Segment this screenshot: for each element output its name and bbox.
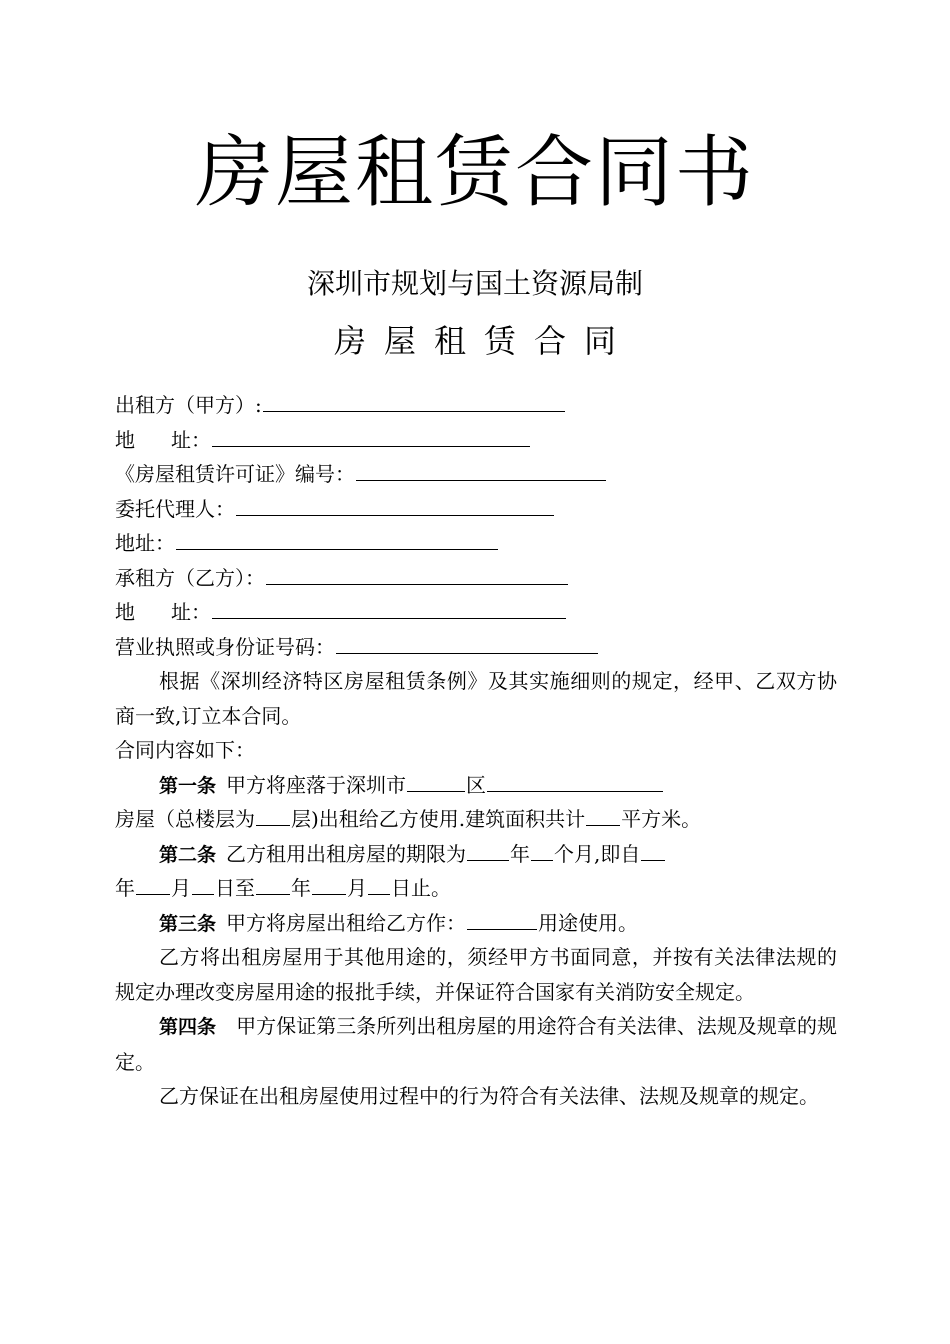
id-number-line xyxy=(115,630,837,665)
agent-line xyxy=(115,492,837,527)
contract-heading: 房屋租赁合同 xyxy=(333,322,634,360)
article-3-line-1 xyxy=(115,906,837,941)
article-1-line-1 xyxy=(115,768,837,803)
end-month-label: 月 xyxy=(347,876,367,900)
lessee-address-line xyxy=(115,595,837,630)
article-2-label: 第二条 xyxy=(159,843,217,866)
term-months-blank[interactable] xyxy=(531,838,553,861)
end-month-blank[interactable] xyxy=(312,872,346,895)
end-day-blank[interactable] xyxy=(368,872,390,895)
term-years-blank[interactable] xyxy=(467,838,509,861)
start-day-blank[interactable] xyxy=(192,872,214,895)
article-4-text: 甲方保证第三条所列出租房屋的用途符合有关法律、法规及规章的规定。 xyxy=(115,1014,837,1074)
lessor-address-label-a: 地 xyxy=(115,427,135,452)
lessor-label: 出租方（甲方）: xyxy=(115,393,262,417)
basis-paragraph: 根据《深圳经济特区房屋租赁条例》及其实施细则的规定，经甲、乙双方协商一致,订立本合同。 xyxy=(115,669,837,728)
usage-label: 用途使用。 xyxy=(538,910,639,935)
article-1-label: 第一条 xyxy=(159,774,217,797)
end-year-label: 年 xyxy=(291,876,311,900)
end-day-label: 日止。 xyxy=(391,876,451,900)
lessee-label: 承租方（乙方）： xyxy=(115,565,265,590)
lessee-line xyxy=(115,561,837,596)
article-1-text-2: 房屋（总楼层为 xyxy=(115,807,255,831)
lessor-blank[interactable] xyxy=(263,389,565,412)
area-blank[interactable] xyxy=(586,803,620,826)
lessor-line xyxy=(115,388,837,423)
id-number-label: 营业执照或身份证号码： xyxy=(115,634,335,659)
article-1-text-3: 层)出租给乙方使用.建筑面积共计 xyxy=(291,807,586,831)
document-title: 房屋租赁合同书 xyxy=(194,128,755,218)
agent-address-line xyxy=(115,526,837,561)
usage-blank[interactable] xyxy=(467,907,537,930)
months-label: 个月,即自 xyxy=(554,841,641,866)
article-4-label: 第四条 xyxy=(159,1016,217,1038)
district-blank[interactable] xyxy=(407,769,465,792)
end-year-blank[interactable] xyxy=(256,872,290,895)
article-2-line-1 xyxy=(115,837,837,872)
article-1-line-2 xyxy=(115,802,837,837)
agent-address-blank[interactable] xyxy=(176,527,498,550)
area-unit: 平方米。 xyxy=(621,807,702,831)
lessee-address-label-a: 地 xyxy=(115,600,135,624)
start-day-label: 日至 xyxy=(215,876,255,900)
lessee-address-blank[interactable] xyxy=(212,596,566,619)
lessee-blank[interactable] xyxy=(266,562,568,585)
start-year-label: 年 xyxy=(115,876,135,900)
article-3-text: 甲方将房屋出租给乙方作： xyxy=(226,910,467,935)
contract-body xyxy=(115,388,837,1114)
id-number-blank[interactable] xyxy=(336,631,598,654)
article-4-paragraph-2: 乙方保证在出租房屋使用过程中的行为符合有关法律、法规及规章的规定。 xyxy=(159,1084,819,1108)
start-month-blank[interactable] xyxy=(136,872,170,895)
license-label: 《房屋租赁许可证》编号： xyxy=(115,462,355,486)
license-blank[interactable] xyxy=(356,458,606,481)
article-3-label: 第三条 xyxy=(159,912,217,935)
agent-label: 委托代理人： xyxy=(115,496,235,521)
agent-address-label: 地址： xyxy=(115,531,175,555)
contents-intro: 合同内容如下： xyxy=(115,738,255,762)
article-3-paragraph-2: 乙方将出租房屋用于其他用途的，须经甲方书面同意，并按有关法律法规的规定办理改变房屋用途的报批手续，并保证符合国家有关消防安全规定。 xyxy=(115,945,837,1004)
start-month-label: 月 xyxy=(171,876,191,900)
lessor-address-line xyxy=(115,423,837,458)
lessor-address-label-b: 址： xyxy=(171,427,211,452)
article-2-text: 乙方租用出租房屋的期限为 xyxy=(226,841,467,866)
article-2-line-2 xyxy=(115,871,837,906)
lessee-address-label-b: 址： xyxy=(171,600,211,624)
article-1-text: 甲方将座落于深圳市 xyxy=(226,772,407,797)
issuer-line: 深圳市规划与国土资源局制 xyxy=(306,267,643,300)
floors-blank[interactable] xyxy=(256,803,290,826)
location-blank[interactable] xyxy=(487,769,663,792)
years-label: 年 xyxy=(510,841,531,866)
article-4-paragraph-1 xyxy=(115,1009,837,1079)
agent-blank[interactable] xyxy=(236,493,554,516)
start-year-blank[interactable] xyxy=(641,838,665,861)
lessor-address-blank[interactable] xyxy=(212,424,530,447)
license-line xyxy=(115,457,837,492)
district-label: 区 xyxy=(466,772,487,797)
